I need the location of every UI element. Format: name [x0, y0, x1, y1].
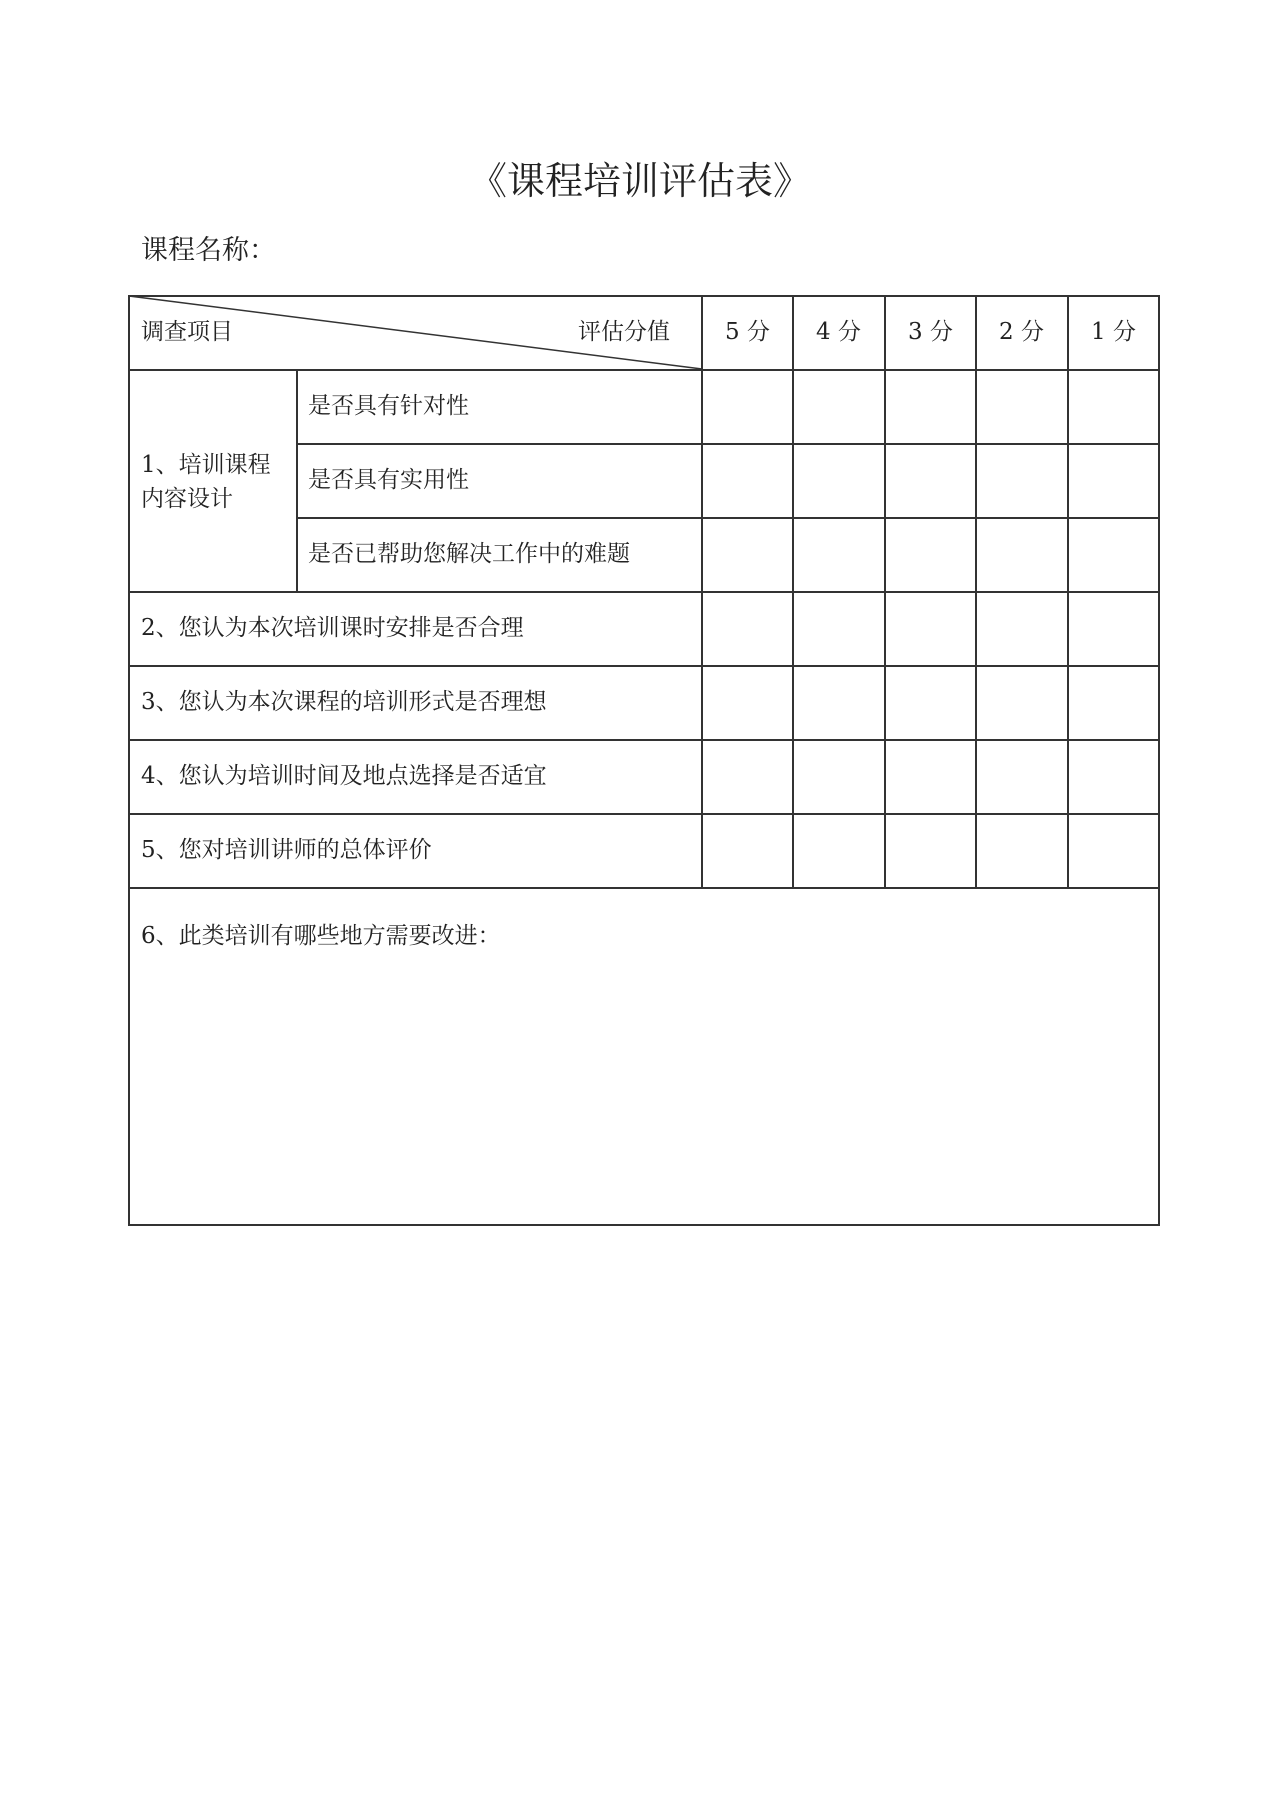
rating-cell-q1b-2[interactable]: [977, 445, 1066, 517]
question-4: 4、您认为培训时间及地点选择是否适宜: [141, 763, 547, 789]
rating-cell-q1b-1[interactable]: [1069, 445, 1158, 517]
sub-item-targeted: 是否具有针对性: [308, 393, 469, 419]
header-item-label: 调查项目: [141, 319, 233, 345]
sub-item-solved-problems: 是否已帮助您解决工作中的难题: [308, 541, 630, 567]
rating-cell-q1a-1[interactable]: [1069, 371, 1158, 443]
row-divider: [128, 887, 1160, 889]
page-title: 《课程培训评估表》: [468, 159, 811, 203]
header-score-label: 评估分值: [578, 319, 670, 345]
rating-cell-q2-1[interactable]: [1069, 593, 1158, 665]
rating-cell-q3-2[interactable]: [977, 667, 1066, 739]
rating-cell-q4-4[interactable]: [794, 741, 883, 813]
score-header-3: 3 分: [908, 319, 953, 345]
rating-cell-q1a-3[interactable]: [886, 371, 975, 443]
score-header-1: 1 分: [1091, 319, 1136, 345]
rating-cell-q1b-3[interactable]: [886, 445, 975, 517]
rating-cell-q2-3[interactable]: [886, 593, 975, 665]
rating-cell-q3-4[interactable]: [794, 667, 883, 739]
sub-item-practical: 是否具有实用性: [308, 467, 469, 493]
rating-cell-q5-2[interactable]: [977, 815, 1066, 887]
question-2: 2、您认为本次培训课时安排是否合理: [141, 615, 524, 641]
question-6-improvements: 6、此类培训有哪些地方需要改进：: [141, 923, 501, 949]
rating-cell-q1c-3[interactable]: [886, 519, 975, 591]
rating-cell-q4-3[interactable]: [886, 741, 975, 813]
score-header-2: 2 分: [999, 319, 1044, 345]
question-3: 3、您认为本次课程的培训形式是否理想: [141, 689, 547, 715]
course-name-label: 课程名称：: [141, 235, 276, 266]
rating-cell-q1a-5[interactable]: [703, 371, 792, 443]
rating-cell-q4-5[interactable]: [703, 741, 792, 813]
rating-cell-q4-1[interactable]: [1069, 741, 1158, 813]
rating-cell-q2-2[interactable]: [977, 593, 1066, 665]
score-header-4: 4 分: [816, 319, 861, 345]
rating-cell-q1c-4[interactable]: [794, 519, 883, 591]
rating-cell-q2-4[interactable]: [794, 593, 883, 665]
col-divider: [296, 369, 298, 592]
rating-cell-q1c-1[interactable]: [1069, 519, 1158, 591]
rating-cell-q4-2[interactable]: [977, 741, 1066, 813]
rating-cell-q3-3[interactable]: [886, 667, 975, 739]
table-border-bottom: [128, 1224, 1160, 1226]
rating-cell-q1b-4[interactable]: [794, 445, 883, 517]
rating-cell-q1c-2[interactable]: [977, 519, 1066, 591]
rating-cell-q5-4[interactable]: [794, 815, 883, 887]
rating-cell-q5-3[interactable]: [886, 815, 975, 887]
rating-cell-q1b-5[interactable]: [703, 445, 792, 517]
score-header-5: 5 分: [725, 319, 770, 345]
section-1-label-line1: 1、培训课程: [141, 452, 271, 478]
rating-cell-q5-5[interactable]: [703, 815, 792, 887]
rating-cell-q1c-5[interactable]: [703, 519, 792, 591]
rating-cell-q1a-2[interactable]: [977, 371, 1066, 443]
rating-cell-q3-1[interactable]: [1069, 667, 1158, 739]
rating-cell-q2-5[interactable]: [703, 593, 792, 665]
question-5: 5、您对培训讲师的总体评价: [141, 837, 432, 863]
section-1-label-line2: 内容设计: [141, 486, 233, 512]
improvements-answer-area[interactable]: [130, 960, 1156, 1222]
rating-cell-q5-1[interactable]: [1069, 815, 1158, 887]
table-border-right: [1158, 295, 1160, 1226]
rating-cell-q1a-4[interactable]: [794, 371, 883, 443]
rating-cell-q3-5[interactable]: [703, 667, 792, 739]
